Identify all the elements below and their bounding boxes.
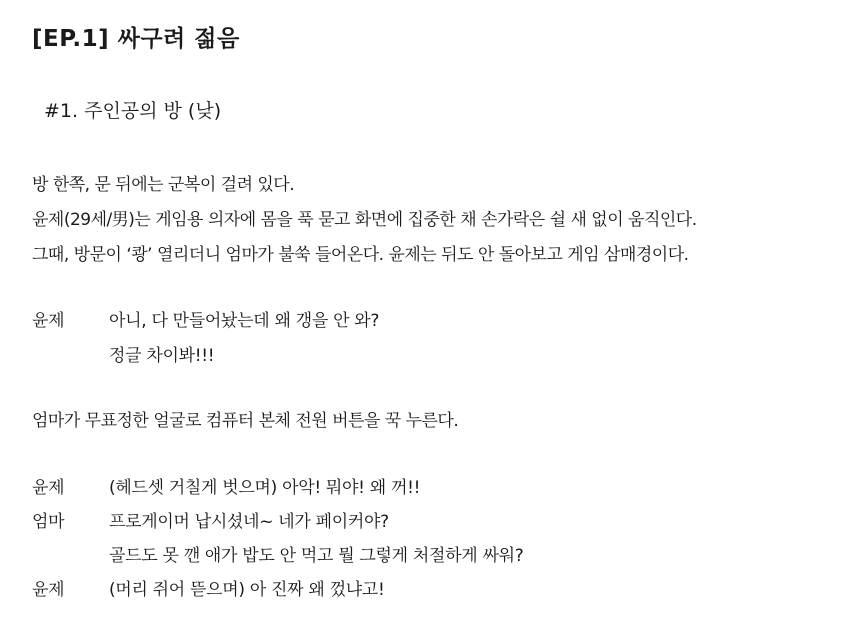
speaker-name: 엄마	[32, 512, 65, 532]
action-line: 그때, 방문이 ‘쾅’ 열리더니 엄마가 불쑥 들어온다. 윤제는 뒤도 안 돌아보고 게임 삼매경이다.	[32, 245, 689, 265]
dialogue-line: (머리 쥐어 뜯으며) 아 진짜 왜 껐냐고!	[109, 580, 385, 600]
dialogue-line: 프로게이머 납시셨네~ 네가 페이커야?	[109, 512, 389, 532]
speaker-name: 윤제	[32, 311, 65, 331]
speaker-name: 윤제	[32, 580, 65, 600]
scene-heading: #1. 주인공의 방 (낮)	[44, 100, 222, 122]
action-line: 엄마가 무표정한 얼굴로 컴퓨터 본체 전원 버튼을 꾹 누른다.	[32, 411, 459, 431]
dialogue-line: 아니, 다 만들어놨는데 왜 갱을 안 와?	[109, 311, 380, 331]
action-line: 방 한쪽, 문 뒤에는 군복이 걸려 있다.	[32, 175, 295, 195]
speaker-name: 윤제	[32, 478, 65, 498]
dialogue-line: (헤드셋 거칠게 벗으며) 아악! 뭐야! 왜 꺼!!	[109, 478, 421, 498]
action-line: 윤제(29세/男)는 게임용 의자에 몸을 푹 묻고 화면에 집중한 채 손가락은 쉴 새 없이 움직인다.	[32, 210, 697, 230]
dialogue-line: 정글 차이봐!!!	[109, 346, 215, 366]
dialogue-line: 골드도 못 깬 애가 밥도 안 먹고 뭘 그렇게 처절하게 싸워?	[109, 546, 524, 566]
episode-title: [EP.1] 싸구려 젊음	[32, 26, 240, 52]
